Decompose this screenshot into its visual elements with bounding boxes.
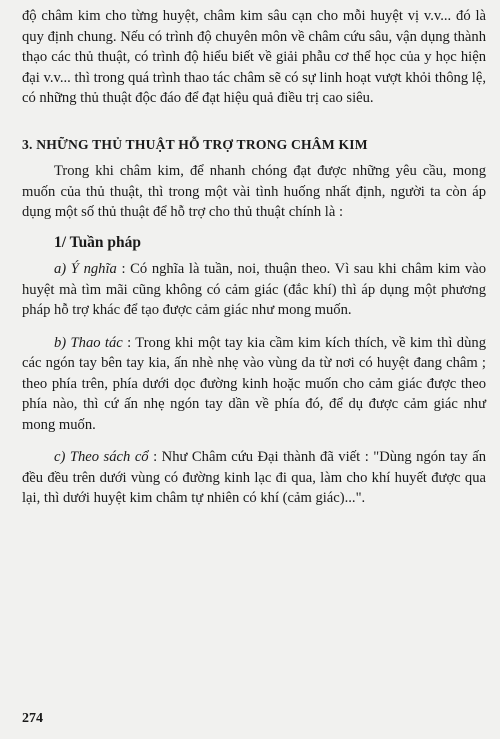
subsection-heading: 1/ Tuần pháp	[54, 233, 142, 251]
item-c-text: : Như Châm cứu Đại thành đã viết : "Dùng ngón tay ấn đều đều trên dưới vùng có đường kinh lạc đi qua, làm cho khí huyết được qua lại, thì dưới huyệt kim châm tự nhiên có khí (cảm giác)...".	[22, 449, 486, 506]
item-a-label: a) Ý nghĩa	[54, 261, 117, 277]
item-c-label: c) Theo sách cổ	[54, 449, 149, 465]
item-b-label: b) Thao tác	[54, 334, 123, 351]
item-c-paragraph	[22, 447, 486, 509]
section-intro-paragraph: Trong khi châm kim, để nhanh chóng đạt được những yêu cầu, mong muốn của thủ thuật, thì trong một vài tình huống nhất định, người ta còn áp dụng một số thủ thuật để hỗ trợ cho thủ thuật chính là :	[22, 163, 486, 220]
item-b-text: : Trong khi một tay kia cầm kim kích thích, về kim thì dùng các ngón tay bên tay kia, ấn nhè nhẹ vào vùng da từ nơi có huyệt đang châm ; theo phía trên, phía dưới dọc đường kinh hoặc muốn cho cảm giác được theo phía nào, thì cứ ấn nhẹ ngón tay dần về phía đó, để dụ được cảm giác như mong muốn.	[22, 334, 486, 433]
item-a-paragraph	[22, 259, 486, 321]
intro-paragraph: độ châm kim cho từng huyệt, châm kim sâu cạn cho mỗi huyệt vị v.v... đó là quy định chung. Nếu có trình độ chuyên môn về châm cứu sâu, vận dụng thành thạo các thủ thuật, có trình độ hiểu biết về giải phẫu cơ thể học của y học hiện đại v.v... thì trong quá trình thao tác châm sẽ có sự linh hoạt vượt khỏi thông lệ, có những thủ thuật độc đáo để đạt hiệu quả điều trị cao siêu.	[22, 8, 486, 106]
item-a-text: : Có nghĩa là tuần, noi, thuận theo. Vì sau khi châm kim vào huyệt mà tìm mãi cũng không có cảm giác (đắc khí) thì áp dụng một phương pháp hỗ trợ khác để tạo được cảm giác như mong muốn.	[22, 261, 486, 318]
item-b-paragraph	[22, 333, 486, 436]
section-heading: 3. NHỮNG THỦ THUẬT HỖ TRỢ TRONG CHÂM KIM	[22, 136, 368, 152]
page-number: 274	[22, 711, 43, 726]
